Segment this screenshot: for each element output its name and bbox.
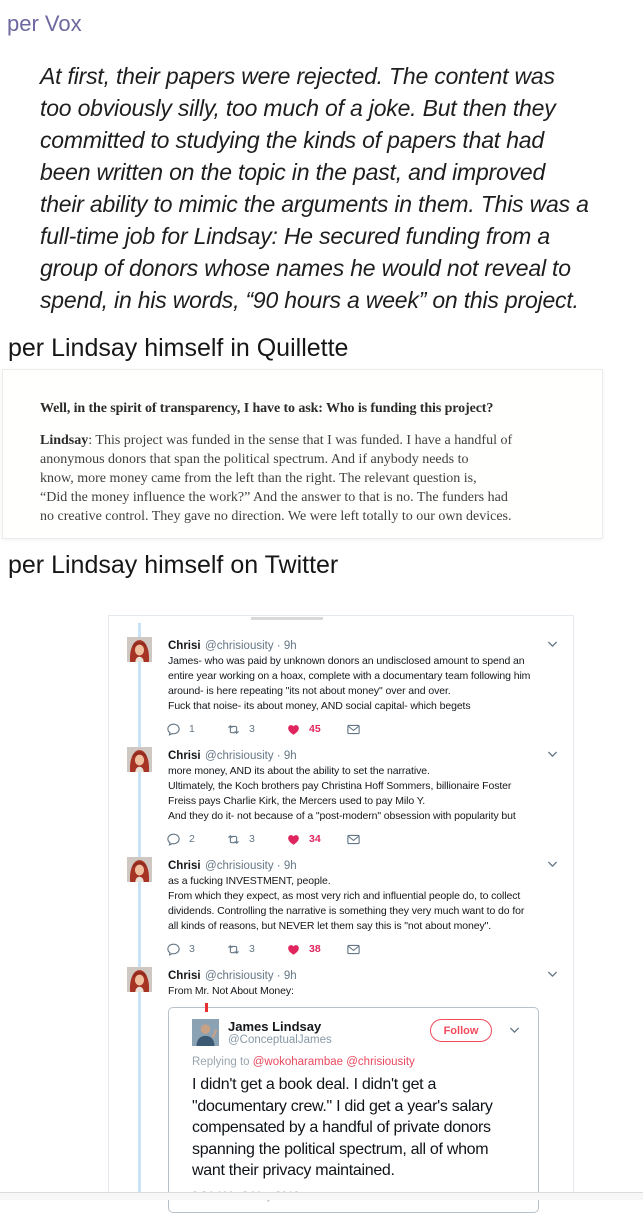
tweet[interactable] [109,851,573,957]
like-button[interactable] [286,832,346,847]
reply-bubble-icon [166,832,181,847]
tweet-handle-time[interactable]: @chrisiousity · 9h [205,860,297,872]
quillette-quote-box [2,369,603,539]
embedded-author-name[interactable]: James Lindsay [228,1019,322,1034]
envelope-icon [346,722,361,737]
heart-icon [286,722,301,737]
twitter-section-heading: per Lindsay himself on Twitter [8,551,339,579]
quillette-answer [40,431,578,526]
embedded-tweet-card[interactable] [168,1007,539,1213]
avatar[interactable] [192,1019,219,1046]
embedded-tweet-text: I didn't get a book deal. I didn't get a "documentary crew." I did get a year's salary compensated by a handful of private donors spanning the political spectrum, all of whom want their privacy maintained. [192,1076,493,1179]
retweet-count: 3 [249,833,255,845]
tweet-author-name[interactable]: Chrisi [168,970,201,982]
reply-button[interactable] [166,942,226,957]
tweet[interactable] [109,616,573,737]
replying-to-mentions[interactable]: @wokoharambae @chrisiousity [252,1056,415,1068]
tweet[interactable] [109,741,573,847]
tweet-handle-time[interactable]: @chrisiousity · 9h [205,970,297,982]
retweet-count: 3 [249,943,255,955]
tweet-text: as a fucking INVESTMENT, people. From which they expect, as most very rich and influential people do, to collect dividends. Controlling the narrative is something they very much want to do for all kinds of reasons, but NEVER let them say this is "not about money". [168,875,525,932]
heart-icon [286,832,301,847]
tweet[interactable] [109,961,573,1213]
tweet-text: more money, AND its about the ability to set the narrative. Ultimately, the Koch brothers pay Christina Hoff Sommers, billionaire Foster Freiss pays Charlie Kirk, the Mercers used to pay Milo Y. And they do it- not because of a "post-modern" obsession with popularity but [168,765,516,822]
dm-button[interactable] [346,942,406,957]
retweet-button[interactable] [226,832,286,847]
tweet-actions [166,831,555,847]
quillette-answer-text: : This project was funded in the sense that I was funded. I have a handful of anonymous donors that span the political spectrum. And if anybody needs to know, more money came from the left than the right. The relevant question is, “Did the money influence the work?” And the answer to that is no. The funders had no creative control. They gave no direction. We were left totally to our own devices. [40,433,513,524]
like-count: 45 [309,723,321,735]
red-tick-artifact [205,1003,208,1012]
quillette-question: Well, in the spirit of transparency, I have to ask: Who is funding this project? [40,401,494,416]
quillette-section-heading: per Lindsay himself in Quillette [8,334,349,362]
avatar[interactable] [127,967,152,992]
retweet-button[interactable] [226,722,286,737]
tweet-text: James- who was paid by unknown donors an undisclosed amount to spend an entire year working on a hoax, complete with a documentary team following him around- is here repeating "its not about money" over and over. Fuck that noise- its about money, AND social capital- which begets [168,655,531,712]
tweet-handle-time[interactable]: @chrisiousity · 9h [205,640,297,652]
retweet-arrows-icon [226,832,241,847]
chevron-down-icon[interactable] [546,858,559,871]
chevron-down-icon[interactable] [546,638,559,651]
envelope-icon [346,942,361,957]
vox-source-link[interactable]: per Vox [7,11,82,36]
page-bottom-divider [0,1192,643,1200]
twitter-thread-screenshot [108,615,574,1192]
tweet-author-name[interactable]: Chrisi [168,640,201,652]
dm-button[interactable] [346,722,406,737]
reply-bubble-icon [166,942,181,957]
avatar[interactable] [127,747,152,772]
avatar[interactable] [127,637,152,662]
reply-button[interactable] [166,832,226,847]
tweet-actions [166,721,555,737]
like-button[interactable] [286,722,346,737]
reply-count: 2 [189,833,195,845]
like-count: 34 [309,833,321,845]
embedded-tweet-header [192,1019,518,1047]
chevron-down-icon[interactable] [508,1024,521,1037]
quillette-speaker: Lindsay [40,433,89,448]
retweet-button[interactable] [226,942,286,957]
tweet-text: From Mr. Not About Money: [168,985,294,997]
vox-quote-text: At first, their papers were rejected. The content was too obviously silly, too much of a joke. But then they committed to studying the kinds of papers that had been written on the topic in the past, and improved their ability to mimic the arguments in them. This was a full-time job for Lindsay: He secured funding from a group of donors whose names he would not reveal to spend, in his words, “90 hours a week” on this project. [40,63,589,313]
reply-count: 1 [189,723,195,735]
chevron-down-icon[interactable] [546,968,559,981]
embedded-author-handle[interactable]: @ConceptualJames [228,1034,332,1046]
follow-button[interactable]: Follow [430,1019,492,1042]
like-count: 38 [309,943,321,955]
heart-icon [286,942,301,957]
retweet-arrows-icon [226,722,241,737]
dm-button[interactable] [346,832,406,847]
tweet-actions [166,941,555,957]
replying-to-label: Replying to [192,1056,250,1068]
replying-to-line [192,1056,518,1068]
reply-bubble-icon [166,722,181,737]
tweet-author-name[interactable]: Chrisi [168,750,201,762]
chevron-down-icon[interactable] [546,748,559,761]
tweet-author-name[interactable]: Chrisi [168,860,201,872]
retweet-count: 3 [249,723,255,735]
like-button[interactable] [286,942,346,957]
retweet-arrows-icon [226,942,241,957]
envelope-icon [346,832,361,847]
tweet-handle-time[interactable]: @chrisiousity · 9h [205,750,297,762]
reply-count: 3 [189,943,195,955]
reply-button[interactable] [166,722,226,737]
avatar[interactable] [127,857,152,882]
